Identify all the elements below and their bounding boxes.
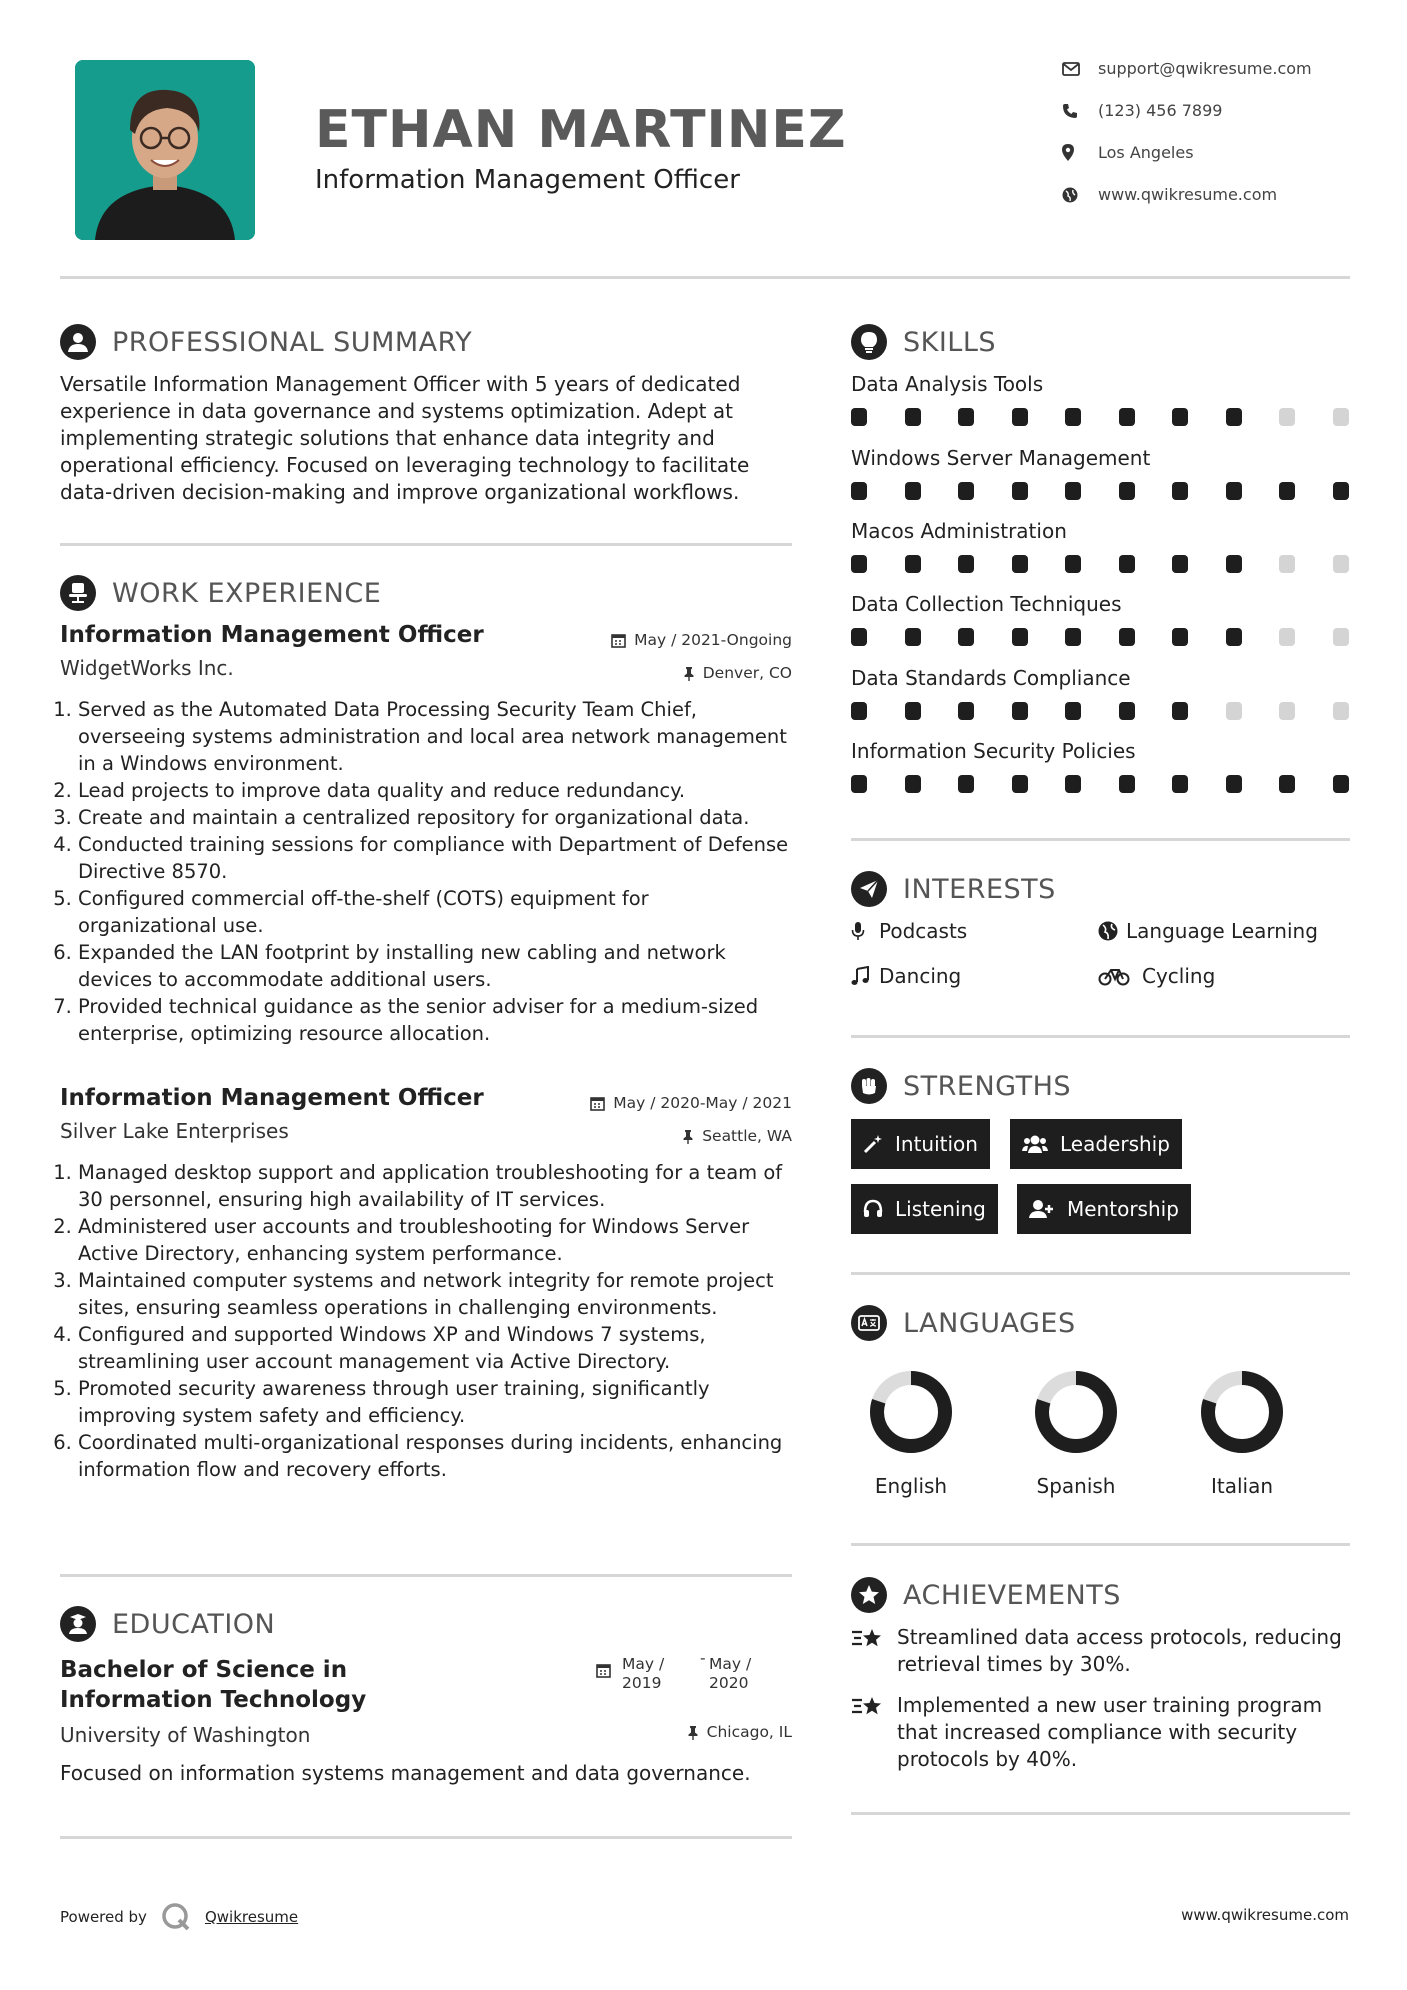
skill-dot-filled bbox=[1012, 775, 1028, 793]
globe-icon bbox=[1062, 187, 1098, 203]
skill-name: Information Security Policies bbox=[851, 739, 1136, 763]
calendar-icon bbox=[590, 1096, 605, 1111]
calendar-icon bbox=[596, 1663, 611, 1678]
job-location: Seattle, WA bbox=[682, 1127, 792, 1145]
profile-photo bbox=[75, 60, 255, 240]
contact-phone[interactable] bbox=[1062, 101, 1222, 120]
list-item: 7. Provided technical guidance as the senior adviser for a medium-sized enterprise, optimizing resource allocation. bbox=[78, 993, 792, 1047]
envelope-icon bbox=[1062, 62, 1098, 76]
skill-dot-filled bbox=[1065, 482, 1081, 500]
summary-text: Versatile Information Management Officer with 5 years of dedicated experience in data governance and systems optimization. Adept at implementing strategic solutions that enhance data integrity and operational efficiency. Focused on leveraging technology to facilitate data-driven decision-making and improve organizational workflows. bbox=[60, 372, 750, 504]
skill-dot-filled bbox=[958, 775, 974, 793]
globe-icon bbox=[1098, 921, 1126, 941]
skill-dot-filled bbox=[1279, 775, 1295, 793]
skill-dot-filled bbox=[958, 628, 974, 646]
job-dates: May / 2020-May / 2021 bbox=[590, 1094, 792, 1112]
skill-dot-filled bbox=[1012, 482, 1028, 500]
skill-dot-filled bbox=[1065, 702, 1081, 720]
skill-dot-filled bbox=[1279, 482, 1295, 500]
language-name: Italian bbox=[1210, 1474, 1274, 1498]
school-name: University of Washington bbox=[60, 1723, 311, 1747]
experience-heading: WORK EXPERIENCE bbox=[60, 575, 381, 611]
language-icon bbox=[851, 1305, 887, 1341]
skill-dot-empty bbox=[1226, 702, 1242, 720]
date-separator: - bbox=[700, 1649, 706, 1667]
achievement-item: Implemented a new user training program that increased compliance with security protocols by 40%. bbox=[851, 1692, 1351, 1773]
graduate-icon bbox=[60, 1606, 96, 1642]
skill-dot-filled bbox=[1172, 702, 1188, 720]
education-divider bbox=[60, 1836, 792, 1839]
header-divider bbox=[60, 276, 1350, 279]
achievements-heading: ACHIEVEMENTS bbox=[851, 1577, 1121, 1613]
skill-level-bar bbox=[851, 775, 1349, 793]
list-item: 1. Served as the Automated Data Processing Security Team Chief, overseeing systems administration and local area network management in a Windows environment. bbox=[78, 696, 792, 777]
strengths-divider bbox=[851, 1272, 1350, 1275]
skill-dot-filled bbox=[1172, 555, 1188, 573]
language-name: English bbox=[874, 1474, 948, 1498]
skills-heading: SKILLS bbox=[851, 324, 996, 360]
skill-name: Data Analysis Tools bbox=[851, 372, 1044, 396]
skill-dot-empty bbox=[1333, 628, 1349, 646]
map-pin-icon bbox=[1062, 144, 1098, 161]
skill-dot-filled bbox=[958, 482, 974, 500]
skill-dot-filled bbox=[1065, 408, 1081, 426]
shooting-star-icon bbox=[851, 1624, 897, 1678]
skill-dot-filled bbox=[1119, 555, 1135, 573]
star-icon bbox=[851, 1577, 887, 1613]
language-name: Spanish bbox=[1036, 1474, 1116, 1498]
candidate-title: Information Management Officer bbox=[315, 165, 740, 195]
job-dates: May / 2021-Ongoing bbox=[611, 631, 792, 649]
skill-dot-filled bbox=[905, 628, 921, 646]
website-text[interactable]: www.qwikresume.com bbox=[1098, 185, 1278, 204]
skill-dot-filled bbox=[1012, 555, 1028, 573]
user-circle-icon bbox=[60, 324, 96, 360]
summary-divider bbox=[60, 543, 792, 546]
calendar-icon bbox=[611, 633, 626, 648]
microphone-icon bbox=[851, 921, 879, 941]
education-dates-icon bbox=[596, 1663, 611, 1682]
strength-tag: Intuition bbox=[851, 1119, 990, 1169]
footer-brand-link[interactable]: Qwikresume bbox=[204, 1908, 299, 1926]
skill-name: Macos Administration bbox=[851, 519, 1067, 543]
list-item: 1. Managed desktop support and application troubleshooting for a team of 30 personnel, ensuring high availability of IT services. bbox=[78, 1159, 792, 1213]
contact-website[interactable] bbox=[1062, 185, 1277, 204]
skill-dot-filled bbox=[851, 775, 867, 793]
interests-heading: INTERESTS bbox=[851, 871, 1056, 907]
skill-dot-empty bbox=[1279, 702, 1295, 720]
job-entry bbox=[60, 622, 792, 1047]
fist-icon bbox=[851, 1068, 887, 1104]
skill-dot-filled bbox=[1119, 482, 1135, 500]
skill-dot-filled bbox=[958, 408, 974, 426]
skill-dot-filled bbox=[1172, 408, 1188, 426]
skill-dot-filled bbox=[905, 482, 921, 500]
contact-email[interactable] bbox=[1062, 59, 1312, 78]
skill-dot-filled bbox=[1119, 775, 1135, 793]
education-location: Chicago, IL bbox=[687, 1723, 792, 1741]
list-item: 2. Administered user accounts and troubleshooting for Windows Server Active Directory, enhancing system performance. bbox=[78, 1213, 792, 1267]
users-icon bbox=[1022, 1134, 1048, 1154]
skill-dot-filled bbox=[851, 482, 867, 500]
skill-dot-filled bbox=[1065, 775, 1081, 793]
pushpin-icon bbox=[687, 1725, 699, 1740]
skill-dot-empty bbox=[1279, 408, 1295, 426]
list-item: 5. Promoted security awareness through user training, significantly improving system safety and efficiency. bbox=[78, 1375, 792, 1429]
skill-dot-filled bbox=[1012, 408, 1028, 426]
language-ring bbox=[1033, 1369, 1119, 1455]
skill-dot-filled bbox=[1012, 702, 1028, 720]
skill-dot-empty bbox=[1333, 702, 1349, 720]
interest-item: Cycling bbox=[1098, 964, 1215, 988]
candidate-name: ETHAN MARTINEZ bbox=[315, 100, 847, 160]
skill-dot-filled bbox=[1226, 628, 1242, 646]
skill-dot-empty bbox=[1279, 555, 1295, 573]
strength-tag: Mentorship bbox=[1017, 1184, 1191, 1234]
job-entry bbox=[60, 1085, 792, 1483]
skills-divider bbox=[851, 838, 1350, 841]
skill-dot-filled bbox=[1119, 628, 1135, 646]
skill-dot-filled bbox=[1226, 408, 1242, 426]
skill-dot-filled bbox=[851, 408, 867, 426]
job-duties bbox=[60, 1159, 792, 1483]
interest-item: Podcasts bbox=[851, 919, 967, 943]
email-text[interactable]: support@qwikresume.com bbox=[1098, 59, 1312, 78]
list-item: 6. Expanded the LAN footprint by installing new cabling and network devices to accommodate additional users. bbox=[78, 939, 792, 993]
bicycle-icon bbox=[1098, 966, 1142, 986]
music-icon bbox=[851, 966, 879, 986]
summary-heading: PROFESSIONAL SUMMARY bbox=[60, 324, 472, 360]
skill-dot-empty bbox=[1333, 555, 1349, 573]
skill-name: Windows Server Management bbox=[851, 446, 1151, 470]
skill-level-bar bbox=[851, 555, 1349, 573]
list-item: 4. Configured and supported Windows XP and Windows 7 systems, streamlining user account management via Active Directory. bbox=[78, 1321, 792, 1375]
job-duties bbox=[60, 696, 792, 1047]
pushpin-icon bbox=[683, 666, 695, 681]
education-note: Focused on information systems management and data governance. bbox=[60, 1761, 751, 1785]
phone-text[interactable]: (123) 456 7899 bbox=[1098, 101, 1223, 120]
education-heading: EDUCATION bbox=[60, 1606, 275, 1642]
skill-dot-filled bbox=[1012, 628, 1028, 646]
skill-dot-filled bbox=[1172, 775, 1188, 793]
qwikresume-logo-icon bbox=[161, 1902, 191, 1932]
footer-powered-by bbox=[60, 1902, 298, 1932]
skill-dot-empty bbox=[1333, 408, 1349, 426]
list-item: 5. Configured commercial off-the-shelf (COTS) equipment for organizational use. bbox=[78, 885, 792, 939]
person-avatar-icon bbox=[75, 60, 255, 240]
strength-tag: Listening bbox=[851, 1184, 998, 1234]
phone-icon bbox=[1062, 103, 1098, 119]
lightbulb-icon bbox=[851, 324, 887, 360]
skill-dot-filled bbox=[958, 702, 974, 720]
list-item: 2. Lead projects to improve data quality and reduce redundancy. bbox=[78, 777, 792, 804]
job-location: Denver, CO bbox=[683, 664, 792, 682]
skill-dot-filled bbox=[905, 702, 921, 720]
skill-level-bar bbox=[851, 408, 1349, 426]
languages-heading: LANGUAGES bbox=[851, 1305, 1076, 1341]
skill-dot-filled bbox=[958, 555, 974, 573]
paper-plane-icon bbox=[851, 871, 887, 907]
education-start: May / 2019 bbox=[622, 1655, 665, 1692]
skill-dot-filled bbox=[1065, 628, 1081, 646]
skill-dot-filled bbox=[905, 775, 921, 793]
job-role: Information Management Officer bbox=[60, 622, 484, 648]
skill-dot-filled bbox=[851, 555, 867, 573]
strength-tag: Leadership bbox=[1010, 1119, 1182, 1169]
skill-dot-empty bbox=[1279, 628, 1295, 646]
strengths-heading: STRENGTHS bbox=[851, 1068, 1071, 1104]
job-company: Silver Lake Enterprises bbox=[60, 1119, 289, 1143]
headphones-icon bbox=[863, 1199, 883, 1219]
experience-divider bbox=[60, 1574, 792, 1577]
skill-level-bar bbox=[851, 482, 1349, 500]
skill-dot-filled bbox=[1065, 555, 1081, 573]
skill-level-bar bbox=[851, 702, 1349, 720]
skill-dot-filled bbox=[1226, 482, 1242, 500]
skill-name: Data Collection Techniques bbox=[851, 592, 1122, 616]
achievement-item: Streamlined data access protocols, reducing retrieval times by 30%. bbox=[851, 1624, 1351, 1678]
interests-divider bbox=[851, 1035, 1350, 1038]
skill-dot-filled bbox=[851, 628, 867, 646]
skill-dot-filled bbox=[905, 555, 921, 573]
interest-item: Dancing bbox=[851, 964, 961, 988]
list-item: 3. Maintained computer systems and network integrity for remote project sites, ensuring seamless operations in challenging environments. bbox=[78, 1267, 792, 1321]
language-ring bbox=[868, 1369, 954, 1455]
skill-dot-filled bbox=[1226, 775, 1242, 793]
user-plus-icon bbox=[1029, 1199, 1055, 1219]
skill-dot-filled bbox=[1333, 482, 1349, 500]
skill-dot-filled bbox=[1226, 555, 1242, 573]
skill-dot-filled bbox=[1172, 482, 1188, 500]
pushpin-icon bbox=[682, 1129, 694, 1144]
interest-item: Language Learning bbox=[1098, 919, 1318, 943]
skill-level-bar bbox=[851, 628, 1349, 646]
education-end: May / 2020 bbox=[709, 1655, 752, 1692]
location-text: Los Angeles bbox=[1098, 143, 1194, 162]
list-item: 4. Conducted training sessions for compliance with Department of Defense Directive 8570. bbox=[78, 831, 792, 885]
contact-location bbox=[1062, 143, 1194, 162]
job-role: Information Management Officer bbox=[60, 1085, 484, 1111]
list-item: 3. Create and maintain a centralized repository for organizational data. bbox=[78, 804, 792, 831]
skill-dot-filled bbox=[905, 408, 921, 426]
skill-dot-filled bbox=[1119, 408, 1135, 426]
office-chair-icon bbox=[60, 575, 96, 611]
shooting-star-icon bbox=[851, 1692, 897, 1773]
skill-dot-filled bbox=[851, 702, 867, 720]
skill-name: Data Standards Compliance bbox=[851, 666, 1131, 690]
list-item: 6. Coordinated multi-organizational responses during incidents, enhancing information flow and recovery efforts. bbox=[78, 1429, 792, 1483]
achievements-divider bbox=[851, 1812, 1350, 1815]
skill-dot-filled bbox=[1119, 702, 1135, 720]
languages-divider bbox=[851, 1543, 1350, 1546]
skill-dot-filled bbox=[1172, 628, 1188, 646]
degree-title: Bachelor of Science in Information Technology bbox=[60, 1657, 367, 1713]
powered-by-label: Powered by bbox=[60, 1908, 147, 1926]
language-ring bbox=[1199, 1369, 1285, 1455]
skill-dot-filled bbox=[1333, 775, 1349, 793]
job-company: WidgetWorks Inc. bbox=[60, 656, 234, 680]
magic-wand-icon bbox=[863, 1134, 883, 1154]
footer-website-link[interactable]: www.qwikresume.com bbox=[1181, 1906, 1349, 1924]
